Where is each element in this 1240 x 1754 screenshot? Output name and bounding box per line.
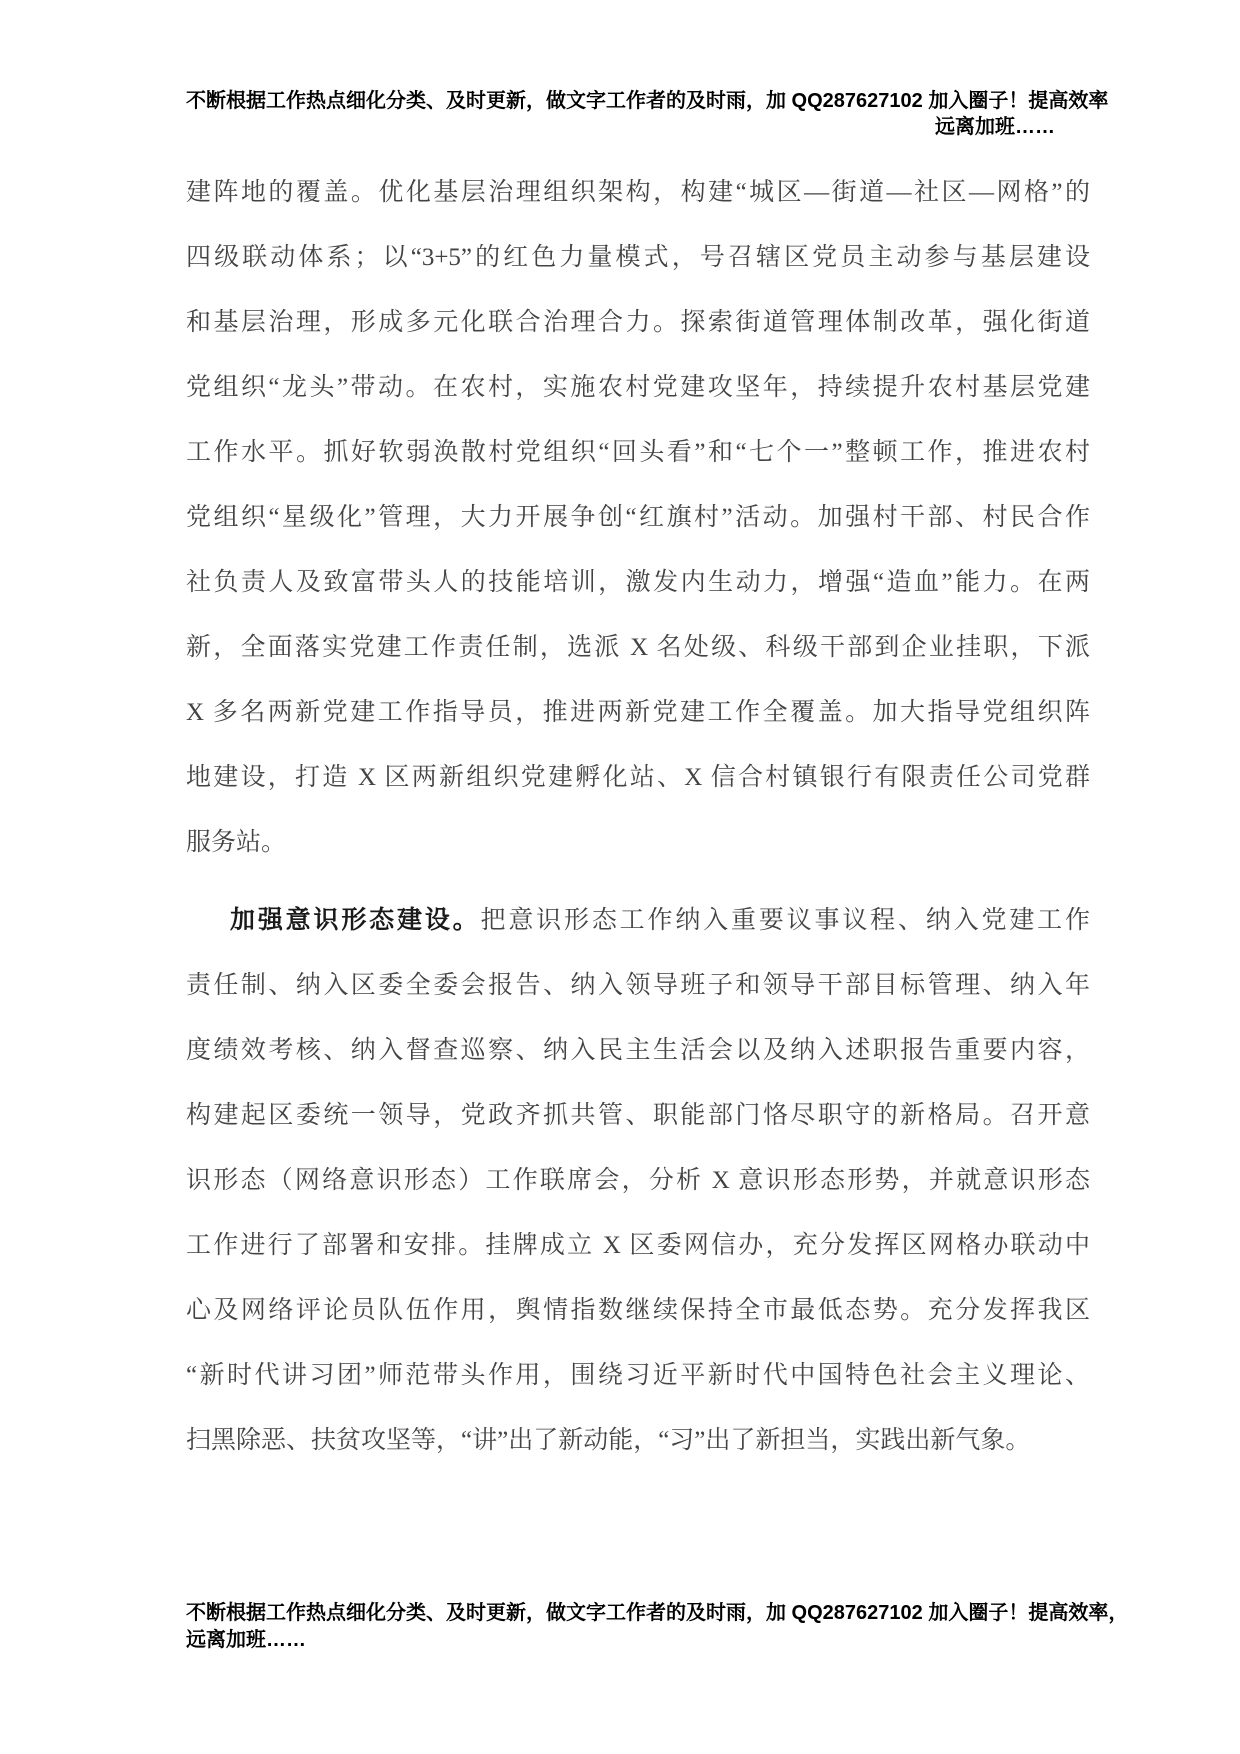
text-line: 新，全面落实党建工作责任制，选派 X 名处级、科级干部到企业挂职，下派 <box>186 634 1090 661</box>
text-line: 工作水平。抓好软弱涣散村党组织“回头看”和“七个一”整顿工作，推进农村 <box>186 439 1090 466</box>
text-line: 和基层治理，形成多元化联合治理合力。探索街道管理体制改革，强化街道 <box>186 309 1090 336</box>
text-line: 党组织“星级化”管理，大力开展争创“红旗村”活动。加强村干部、村民合作 <box>186 504 1090 531</box>
paragraph-lead-bold: 加强意识形态建设。 <box>230 907 481 934</box>
footer-line-1: 不断根据工作热点细化分类、及时更新，做文字工作者的及时雨，加 QQ287627102 加入圈子！提高效率， <box>186 1602 1129 1624</box>
text-line: 服务站。 <box>186 829 287 856</box>
header-line-2: 远离加班…… <box>935 116 1055 138</box>
text-line: “新时代讲习团”师范带头作用，围绕习近平新时代中国特色社会主义理论、 <box>186 1362 1090 1389</box>
text-line: 扫黑除恶、扶贫攻坚等，“讲”出了新动能，“习”出了新担当，实践出新气象。 <box>186 1427 1031 1454</box>
text-run: 把意识形态工作纳入重要议事议程、纳入党建工作 <box>480 907 1090 934</box>
text-line: 党组织“龙头”带动。在农村，实施农村党建攻坚年，持续提升农村基层党建 <box>186 374 1090 401</box>
text-line: 识形态（网络意识形态）工作联席会，分析 X 意识形态形势，并就意识形态 <box>186 1167 1090 1194</box>
text-line: 度绩效考核、纳入督查巡察、纳入民主生活会以及纳入述职报告重要内容， <box>186 1037 1090 1064</box>
document-body <box>186 160 1090 1473</box>
text-line: 四级联动体系；以“3+5”的红色力量模式，号召辖区党员主动参与基层建设 <box>186 244 1090 271</box>
text-line <box>186 888 1090 953</box>
page-footer <box>186 1600 1129 1654</box>
text-line: 构建起区委统一领导，党政齐抓共管、职能部门恪尽职守的新格局。召开意 <box>186 1102 1090 1129</box>
text-line: 建阵地的覆盖。优化基层治理组织架构，构建“城区—街道—社区—网格”的 <box>186 179 1090 206</box>
page-header <box>186 88 1109 140</box>
header-line-1: 不断根据工作热点细化分类、及时更新，做文字工作者的及时雨，加 QQ287627102 加入圈子！提高效率 <box>186 90 1109 112</box>
text-line: 责任制、纳入区委全委会报告、纳入领导班子和领导干部目标管理、纳入年 <box>186 972 1090 999</box>
text-line: 社负责人及致富带头人的技能培训，激发内生动力，增强“造血”能力。在两 <box>186 569 1090 596</box>
paragraph-2 <box>186 888 1090 1473</box>
text-line: 心及网络评论员队伍作用，舆情指数继续保持全市最低态势。充分发挥我区 <box>186 1297 1090 1324</box>
paragraph-1 <box>186 160 1090 875</box>
footer-line-2: 远离加班…… <box>186 1629 306 1651</box>
text-line: 工作进行了部署和安排。挂牌成立 X 区委网信办，充分发挥区网格办联动中 <box>186 1232 1090 1259</box>
text-line: 地建设，打造 X 区两新组织党建孵化站、X 信合村镇银行有限责任公司党群 <box>186 764 1090 791</box>
text-line: X 多名两新党建工作指导员，推进两新党建工作全覆盖。加大指导党组织阵 <box>186 699 1090 726</box>
